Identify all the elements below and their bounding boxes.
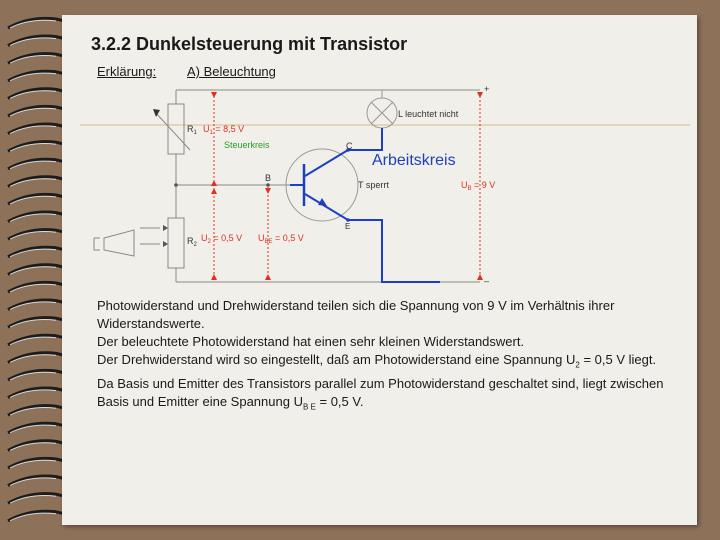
light-arrow2-icon [163, 241, 168, 247]
paragraph-1: Photowiderstand und Drehwiderstand teilen sich die Spannung von 9 V im Verhältnis ihrer Widerstandswerte. [97, 298, 615, 331]
binding-coil [8, 212, 69, 222]
base-label: B [265, 173, 272, 183]
binding-coil [8, 441, 69, 451]
binding-coil [8, 476, 69, 486]
binding-coil [8, 124, 69, 134]
u1-label: $U_1 = 8,5$ V [203, 124, 245, 136]
binding-coil [8, 177, 69, 187]
binding-coil [8, 282, 69, 292]
binding-coil [8, 194, 69, 204]
lamp-label: L leuchtet nicht [398, 109, 459, 119]
binding-coil [8, 370, 69, 380]
steuerkreis-label: Steuerkreis [224, 140, 270, 150]
arbeitskreis-label: Arbeitskreis [372, 152, 456, 169]
binding-coil [8, 494, 69, 504]
ub-label: $U_B = 9$ V [461, 180, 496, 192]
r2-label: $R_2$ [187, 236, 197, 248]
binding-coil [8, 159, 69, 169]
paragraph-3: Der Drehwiderstand wird so eingestellt, daß am Photowiderstand eine Spannung $U_2 = 0,5$ V liegt. [97, 352, 657, 370]
binding-coil [8, 458, 69, 468]
emitter-label: E [345, 222, 351, 231]
transistor-state-label: T sperrt [358, 180, 389, 190]
light-arrow-icon [163, 225, 168, 231]
binding-coil [8, 106, 69, 116]
erklaerung-label: Erklärung: [97, 64, 157, 79]
binding-coil [8, 511, 69, 521]
ube-label: $U_{BE} = 0,5$ V [258, 233, 304, 245]
binding-coil [8, 247, 69, 257]
collector-wire [305, 128, 382, 176]
binding-coil [8, 36, 69, 46]
binding-coil [8, 335, 69, 345]
collector-label: C [346, 141, 353, 151]
binding-coil [8, 300, 69, 310]
binding-coil [8, 406, 69, 416]
binding-coil [8, 353, 69, 363]
binding-coil [8, 18, 69, 28]
binding-coil [8, 54, 69, 64]
binding-coil [8, 265, 69, 275]
binding-coil [8, 71, 69, 81]
junction-base [174, 183, 178, 187]
circuit-diagram [80, 80, 695, 290]
binding-coil [8, 142, 69, 152]
emitter-wire [305, 194, 440, 282]
explanation-text [97, 297, 677, 416]
binding-coil [8, 318, 69, 328]
slide-title: 3.2.2 Dunkelsteuerung mit Transistor [91, 34, 408, 54]
u2-label: $U_2 = 0,5$ V [201, 233, 243, 245]
binding-coil [8, 89, 69, 99]
binding-coil [8, 388, 69, 398]
r1-label: $R_1$ [187, 124, 197, 136]
binding-coil [8, 423, 69, 433]
paragraph-2: Der beleuchtete Photowiderstand hat einen sehr kleinen Widerstandswert. [97, 334, 525, 349]
paragraph-4: Da Basis und Emitter des Transistors parallel zum Photowiderstand geschaltet sind, liegt zwischen Basis und Emitter eine Spannung $U_{B E} = 0,5$ V. [97, 375, 664, 412]
beleuchtung-heading: A) Beleuchtung [187, 64, 276, 79]
binding-coil [8, 230, 69, 240]
resistor-r2 [168, 218, 184, 268]
minus-label: – [484, 276, 490, 286]
plus-label: + [484, 84, 490, 94]
